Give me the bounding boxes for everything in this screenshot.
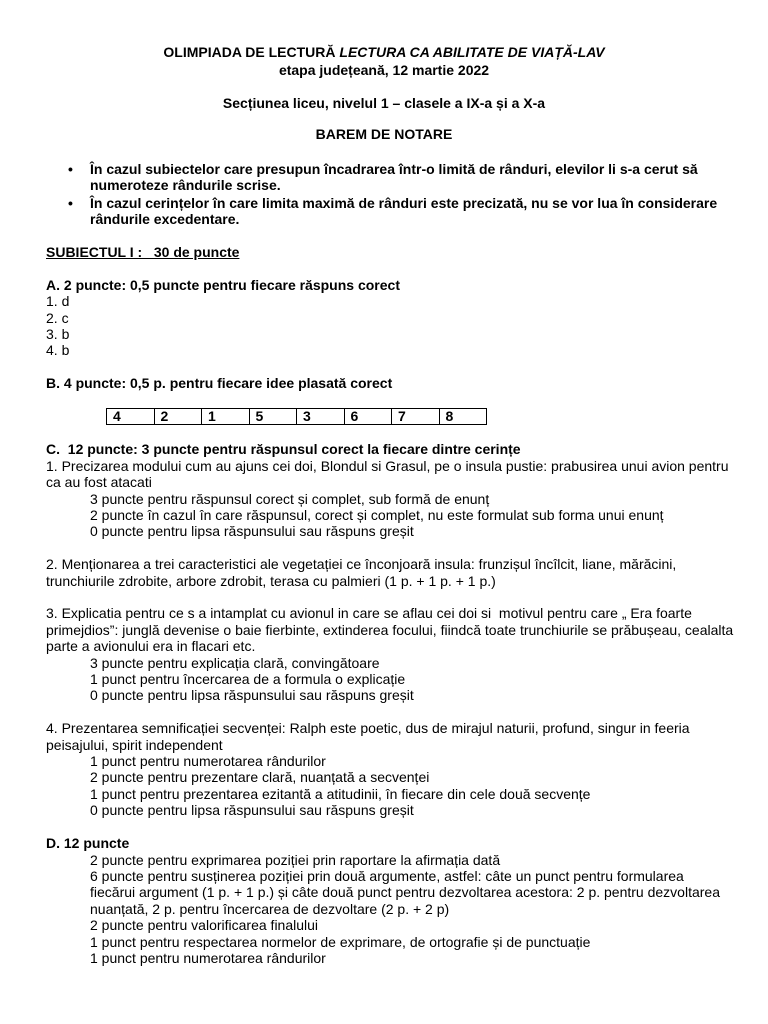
subject-title: SUBIECTUL I : 30 de puncte	[46, 244, 240, 260]
order-cell: 3	[297, 409, 345, 425]
order-row	[107, 409, 487, 425]
scoring-criterion: 1 punct pentru numerotarea rândurilor	[90, 949, 326, 966]
requirement-text: 4. Prezentarea semnificației secvenței: Ralph este poetic, dus de mirajul naturii, profund, singur in feeria peisajului, spirit independent	[46, 720, 690, 753]
scoring-criterion: 1 punct pentru numerotarea rândurilor	[90, 753, 326, 770]
requirement-text: 1. Precizarea modului cum au ajuns cei doi, Blondul si Grasul, pe o insula pustie: prabusirea unui avion pentru ca au fost atacati	[46, 457, 729, 491]
scoring-criterion: 1 punct pentru respectarea normelor de exprimare, de ortografie și de punctuație	[90, 933, 591, 950]
scoring-criterion: 3 puncte pentru explicația clară, convingătoare	[90, 654, 380, 671]
order-cell: 2	[154, 409, 202, 425]
part-d-heading: D. 12 puncte	[46, 835, 130, 852]
order-cell: 6	[344, 409, 392, 425]
note-item	[46, 161, 762, 194]
header-title	[0, 44, 768, 60]
scoring-criterion: 3 puncte pentru răspunsul corect și complet, sub formă de enunț	[90, 490, 490, 507]
notes-list	[46, 161, 762, 228]
answer-line: 1. d	[46, 293, 70, 310]
header-stage: etapa județeană, 12 martie 2022	[278, 62, 490, 78]
order-cell: 4	[107, 409, 155, 425]
document-title: BAREM DE NOTARE	[315, 126, 453, 142]
scoring-criterion: 2 puncte pentru exprimarea poziției prin raportare la afirmația dată	[90, 851, 501, 868]
header-title-italic: LECTURA CA ABILITATE DE VIAȚĂ-LAV	[339, 44, 605, 60]
scoring-criterion: 2 puncte pentru prezentare clară, nuanțată a secvenței	[90, 769, 430, 786]
order-cell: 7	[392, 409, 440, 425]
order-table	[106, 408, 487, 425]
header-title-prefix: OLIMPIADA DE LECTURĂ	[163, 44, 336, 60]
bullet-icon	[68, 161, 73, 177]
part-b-heading: B. 4 puncte: 0,5 p. pentru fiecare idee plasată corect	[46, 375, 393, 392]
part-c-heading: C. 12 puncte: 3 puncte pentru răspunsul corect la fiecare dintre cerințe	[46, 441, 521, 458]
bullet-icon	[68, 195, 73, 211]
order-cell: 8	[439, 409, 487, 425]
answer-line: 3. b	[46, 326, 70, 343]
note-item	[46, 195, 762, 228]
part-a-heading: A. 2 puncte: 0,5 puncte pentru fiecare răspuns corect	[46, 276, 400, 293]
header-section: Secțiunea liceu, nivelul 1 – clasele a IX-a și a X-a	[222, 95, 546, 111]
answer-line: 4. b	[46, 342, 70, 359]
order-cell: 1	[202, 409, 250, 425]
answer-line: 2. c	[46, 309, 69, 326]
requirement-text: 2. Menționarea a trei caracteristici ale vegetației ce înconjoară insula: frunzișul încîlcit, liane, mărăcini, trunchiurile zdrobite, arbore zdrobit, terasa cu palmieri (1 p. + 1 p. + 1 p.)	[46, 556, 677, 589]
note-text: În cazul cerințelor în care limita maximă de rânduri este precizată, nu se vor lua în considerare rândurile excedentare.	[90, 194, 718, 228]
scoring-criterion: 1 punct pentru încercarea de a formula o explicație	[90, 671, 406, 688]
scoring-criterion: 0 puncte pentru lipsa răspunsului sau răspuns greșit	[90, 802, 414, 819]
scoring-criterion: 2 puncte pentru valorificarea finalului	[90, 917, 319, 934]
order-cell: 5	[249, 409, 297, 425]
scoring-criterion: 1 punct pentru prezentarea ezitantă a atitudinii, în fiecare din cele două secvențe	[90, 785, 591, 802]
note-text: În cazul subiectelor care presupun încadrarea într-o limită de rânduri, elevilor li s-a cerut să numeroteze rândurile scrise.	[90, 161, 698, 194]
scoring-criterion: 0 puncte pentru lipsa răspunsului sau răspuns greșit	[90, 523, 414, 540]
scoring-criterion: 2 puncte în cazul în care răspunsul, corect și complet, nu este formulat sub forma unui enunț	[90, 507, 664, 524]
requirement-text: 3. Explicatia pentru ce s a intamplat cu avionul in care se aflau cei doi si motivul pentru care „ Era foarte primejdios”: junglă devenise o baie fierbinte, extinderea focului, fiindcă toate trunchiurile se prăbușeau, cealalta parte a avionului era in flacari etc.	[46, 605, 734, 655]
scoring-criterion: 0 puncte pentru lipsa răspunsului sau răspuns greșit	[90, 687, 414, 704]
grading-content	[46, 244, 762, 966]
scoring-criterion: 6 puncte pentru susținerea poziției prin două argumente, astfel: câte un punct pentru formularea fiecărui argument (1 p. + 1 p.) și câte două punct pentru dezvoltarea acestora: 2 p. pentru dezvoltarea nuanțată, 2 p. pentru încercarea de dezvoltare (2 p. + 2 p)	[90, 867, 720, 917]
